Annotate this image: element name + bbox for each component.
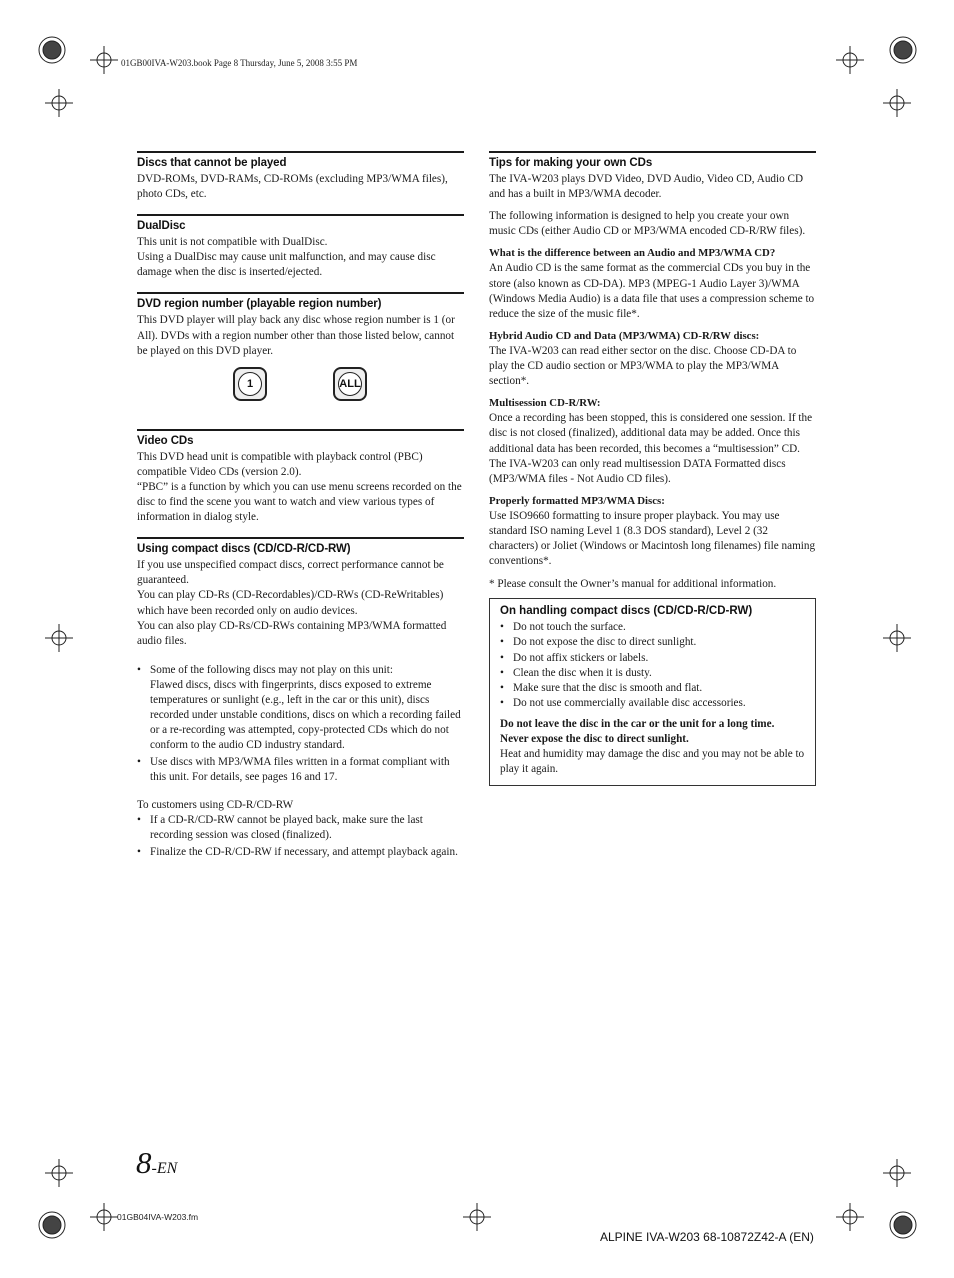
list-item: • Make sure that the disc is smooth and flat. [500,681,805,696]
customers-heading: To customers using CD-R/CD-RW [137,798,294,811]
section-compact-discs [137,537,464,860]
list-item: • Do not touch the surface. [500,620,805,635]
section-body: This DVD player will play back any disc whose region number is 1 (or All). DVDs with a region number other than those listed below, cannot be played on this DVD player. [137,314,455,357]
list-item: • Use discs with MP3/WMA files written in a format compliant with this unit. For details, see pages 16 and 17. [137,755,464,785]
compact-bullets [137,663,464,786]
list-item: • Do not affix stickers or labels. [500,651,805,666]
section-dualdisc [137,214,464,280]
list-item: • Some of the following discs may not play on this unit: Flawed discs, discs with fingerprints, discs exposed to extreme temperatures or sunlight (e.g., left in the car or this unit), discs recorded under unstable conditions, discs on which a recording failed or a re-recording was attempted, copy-protected CDs which do not conform to the audio CD industry standard. [137,663,464,754]
footer-model-line: ALPINE IVA-W203 68-10872Z42-A (EN) [600,1230,814,1244]
footnote: * Please consult the Owner’s manual for additional information. [489,578,777,591]
warning-text: Do not leave the disc in the car or the unit for a long time. Never expose the disc to direct sunlight. [500,717,775,745]
region-1-icon [233,367,267,401]
section-body: If you use unspecified compact discs, correct performance cannot be guaranteed. [137,559,444,587]
question-heading: Hybrid Audio CD and Data (MP3/WMA) CD-R/RW discs: [489,329,760,342]
question-heading: What is the difference between an Audio and MP3/WMA CD? [489,247,776,260]
section-body: Using a DualDisc may cause unit malfunction, and may cause disc damage when the disc is inserted/ejected. [137,251,436,279]
box-title: On handling compact discs (CD/CD-R/CD-RW) [500,605,753,618]
customer-bullets [137,813,464,860]
region-all-label: ALL [339,377,361,390]
section-region-number [137,292,464,416]
question-heading: Properly formatted MP3/WMA Discs: [489,494,665,507]
handling-bullets [500,620,805,711]
section-title: Discs that cannot be played [137,157,287,169]
section-tips [489,151,816,592]
section-body: You can also play CD-Rs/CD-RWs containing MP3/WMA formatted audio files. [137,619,447,647]
section-body: An Audio CD is the same format as the commercial CDs you buy in the store (also known as CD-DA). MP3 (MPEG-1 Audio Layer 3)/WMA (Windows Media Audio) is a data file that uses a compression scheme to reduce the size of the music file*. [489,262,815,320]
left-column [137,151,464,872]
section-body: This unit is not compatible with DualDisc. [137,236,328,249]
section-body: Once a recording has been stopped, this is considered one session. If the disc is not closed (finalized), additional data may be added. Once this additional data has been recorded, this becomes a “multisession” CD. The IVA-W203 can only read multisession DATA Formatted discs (MP3/WMA files - Not Audio CD files). [489,412,813,485]
list-item: • If a CD-R/CD-RW cannot be played back, make sure the last recording session was closed (finalized). [137,813,464,843]
note-text: Heat and humidity may damage the disc and you may not be able to play it again. [500,748,805,776]
region-icons [137,359,464,417]
list-item: • Do not use commercially available disc accessories. [500,696,805,711]
page-number: 8-EN [136,1145,178,1180]
footer-file-name: 01GB04IVA-W203.fm [117,1212,199,1222]
list-item: • Clean the disc when it is dusty. [500,666,805,681]
list-item: • Finalize the CD-R/CD-RW if necessary, and attempt playback again. [137,845,464,860]
section-title: DualDisc [137,220,186,233]
section-body: The following information is designed to help you create your own music CDs (either Audio CD or MP3/WMA encoded CD-R/RW files). [489,210,806,238]
section-body: The IVA-W203 can read either sector on the disc. Choose CD-DA to play the CD audio section or MP3/WMA to play the MP3/WMA section*. [489,344,797,388]
handling-box [489,598,816,786]
region-all-icon [333,367,367,401]
section-body: The IVA-W203 plays DVD Video, DVD Audio, Video CD, Audio CD and has a built in MP3/WMA decoder. [489,173,804,201]
question-heading: Multisession CD-R/RW: [489,397,601,410]
section-title: Using compact discs (CD/CD-R/CD-RW) [137,543,351,556]
section-title: Video CDs [137,434,194,447]
book-header-line: 01GB00IVA-W203.book Page 8 Thursday, June 5, 2008 3:55 PM [121,58,358,68]
section-body: Use ISO9660 formatting to insure proper playback. You may use standard ISO naming Level 1 (8.3 DOS standard), Level 2 (32 characters) or Joliet (Windows or Macintosh long filenames) file naming conventions*. [489,509,816,568]
region-1-label: 1 [246,377,254,390]
section-body: This DVD head unit is compatible with playback control (PBC) compatible Video CDs (version 2.0). [137,450,423,478]
section-title: DVD region number (playable region number) [137,298,382,311]
section-body: “PBC” is a function by which you can use menu screens recorded on the disc to find the scene you want to watch and view various types of information in dialog style. [137,480,462,524]
list-item: • Do not expose the disc to direct sunlight. [500,635,805,650]
section-title: Tips for making your own CDs [489,157,653,169]
section-discs-cannot-play [137,151,464,202]
section-body: You can play CD-Rs (CD-Recordables)/CD-RWs (CD-ReWritables) which have been recorded only on audio devices. [137,589,444,617]
section-body: DVD-ROMs, DVD-RAMs, CD-ROMs (excluding MP3/WMA files), photo CDs, etc. [137,173,448,201]
section-video-cds [137,429,464,525]
right-column [489,151,816,786]
